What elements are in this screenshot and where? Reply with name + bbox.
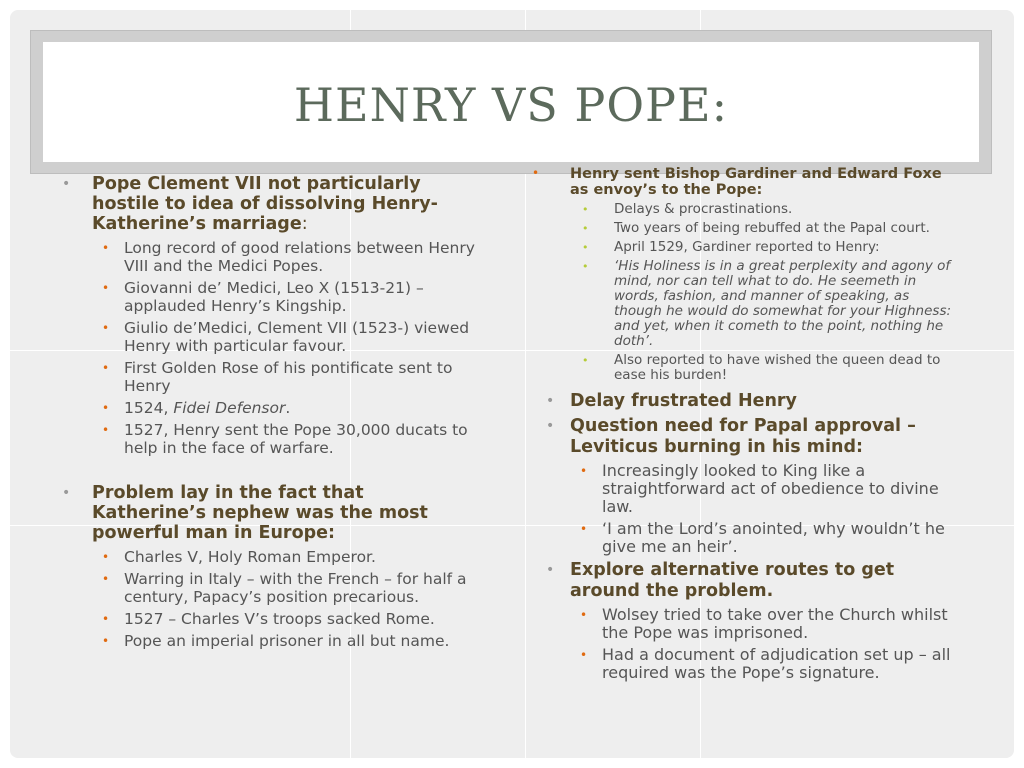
bullet-icon: • bbox=[546, 393, 555, 409]
bullet-icon: • bbox=[580, 522, 588, 536]
slide-title: HENRY VS POPE: bbox=[293, 78, 729, 132]
list-item bbox=[92, 421, 482, 457]
list-item-text: Had a document of adjudication set up – all required was the Pope’s signature. bbox=[602, 645, 951, 682]
bullet-icon: • bbox=[582, 241, 589, 254]
list-item-text: Charles V, Holy Roman Emperor. bbox=[124, 548, 376, 566]
bullet-icon: • bbox=[582, 260, 589, 273]
bullet-icon: • bbox=[102, 550, 110, 564]
list-item-text: Also reported to have wished the queen dead to ease his burden! bbox=[614, 352, 941, 383]
list-item-text: Delays & procrastinations. bbox=[614, 201, 793, 217]
list-item-text: . bbox=[285, 399, 291, 417]
list-item bbox=[92, 570, 482, 606]
list-item-text: Giovanni de’ Medici, Leo X (1513-21) – applauded Henry’s Kingship. bbox=[124, 279, 424, 315]
left-column bbox=[62, 174, 482, 650]
bullet-icon: • bbox=[582, 222, 589, 235]
bullet-icon: • bbox=[102, 241, 110, 255]
bullet-icon: • bbox=[102, 634, 110, 648]
list-item bbox=[570, 221, 960, 236]
bullet-icon: • bbox=[102, 612, 110, 626]
bullet-icon: • bbox=[102, 572, 110, 586]
bullet-icon: • bbox=[580, 648, 588, 662]
right-point-1 bbox=[520, 391, 960, 412]
bullet-icon: • bbox=[102, 281, 110, 295]
bullet-icon: • bbox=[532, 166, 540, 180]
list-item bbox=[92, 632, 482, 650]
left-point-1 bbox=[62, 174, 482, 457]
left-point-2 bbox=[62, 483, 482, 650]
list-item bbox=[570, 259, 960, 349]
left-point-1-colon: : bbox=[301, 214, 308, 234]
list-item bbox=[570, 353, 960, 383]
list-item-text: Warring in Italy – with the French – for half a century, Papacy’s position precarious. bbox=[124, 570, 467, 606]
list-item-text: 1527 – Charles V’s troops sacked Rome. bbox=[124, 610, 435, 628]
left-point-1-heading: Pope Clement VII not particularly hostile to idea of dissolving Henry-Katherine’s marriage bbox=[92, 174, 438, 234]
list-item-text: ‘I am the Lord’s anointed, why wouldn’t he give me an heir’. bbox=[602, 519, 945, 556]
bullet-icon: • bbox=[62, 485, 71, 501]
bullet-icon: • bbox=[582, 203, 589, 216]
list-item bbox=[92, 610, 482, 628]
bullet-icon: • bbox=[62, 176, 71, 192]
bullet-icon: • bbox=[102, 423, 110, 437]
title-frame bbox=[30, 30, 992, 174]
list-item-text: Increasingly looked to King like a straightforward act of obedience to divine law. bbox=[602, 461, 939, 516]
list-item bbox=[570, 646, 960, 682]
right-point-3 bbox=[520, 560, 960, 682]
right-point-3-heading: Explore alternative routes to get around the problem. bbox=[570, 560, 895, 601]
list-item bbox=[92, 399, 482, 417]
bullet-icon: • bbox=[546, 562, 555, 578]
list-item bbox=[92, 548, 482, 566]
bullet-icon: • bbox=[102, 361, 110, 375]
bullet-icon: • bbox=[580, 608, 588, 622]
list-item-text: Wolsey tried to take over the Church whilst the Pope was imprisoned. bbox=[602, 605, 948, 642]
list-item bbox=[570, 202, 960, 217]
list-item-text: Long record of good relations between Henry VIII and the Medici Popes. bbox=[124, 239, 475, 275]
list-item bbox=[92, 279, 482, 315]
list-item bbox=[92, 359, 482, 395]
right-point-2 bbox=[520, 416, 960, 556]
bullet-icon: • bbox=[580, 464, 588, 478]
list-item-text: Giulio de’Medici, Clement VII (1523-) viewed Henry with particular favour. bbox=[124, 319, 470, 355]
list-item bbox=[92, 239, 482, 275]
list-item-text: Two years of being rebuffed at the Papal court. bbox=[614, 220, 930, 236]
list-item bbox=[570, 240, 960, 255]
bullet-icon: • bbox=[102, 401, 110, 415]
right-point-2-heading: Question need for Papal approval – Leviticus burning in his mind: bbox=[570, 416, 916, 457]
bullet-icon: • bbox=[582, 354, 589, 367]
list-item bbox=[92, 319, 482, 355]
title-box bbox=[43, 42, 979, 162]
list-item bbox=[570, 462, 960, 516]
list-item bbox=[570, 606, 960, 642]
list-item-text: First Golden Rose of his pontificate sent to Henry bbox=[124, 359, 453, 395]
list-item-emphasis: Fidei Defensor bbox=[173, 399, 286, 417]
quote-text: ‘His Holiness is in a great perplexity and agony of mind, nor can tell what to do. He seemeth in words, fashion, and manner of speaking, as though he would do somewhat for your Highness: and yet, when it cometh to the point, nothing he doth’. bbox=[614, 258, 952, 349]
bullet-icon: • bbox=[546, 418, 555, 434]
right-point-1-heading: Delay frustrated Henry bbox=[570, 391, 797, 411]
list-item-text: Pope an imperial prisoner in all but name. bbox=[124, 632, 450, 650]
list-item-text: 1524, bbox=[124, 399, 174, 417]
right-column bbox=[520, 166, 960, 682]
list-item bbox=[570, 520, 960, 556]
list-item-text: April 1529, Gardiner reported to Henry: bbox=[614, 239, 880, 255]
bullet-icon: • bbox=[102, 321, 110, 335]
right-top-heading: Henry sent Bishop Gardiner and Edward Foxe as envoy’s to the Pope: bbox=[570, 166, 942, 198]
left-point-2-heading: Problem lay in the fact that Katherine’s nephew was the most powerful man in Europe: bbox=[92, 483, 428, 543]
list-item-text: 1527, Henry sent the Pope 30,000 ducats to help in the face of warfare. bbox=[124, 421, 468, 457]
right-top-point bbox=[520, 166, 960, 383]
